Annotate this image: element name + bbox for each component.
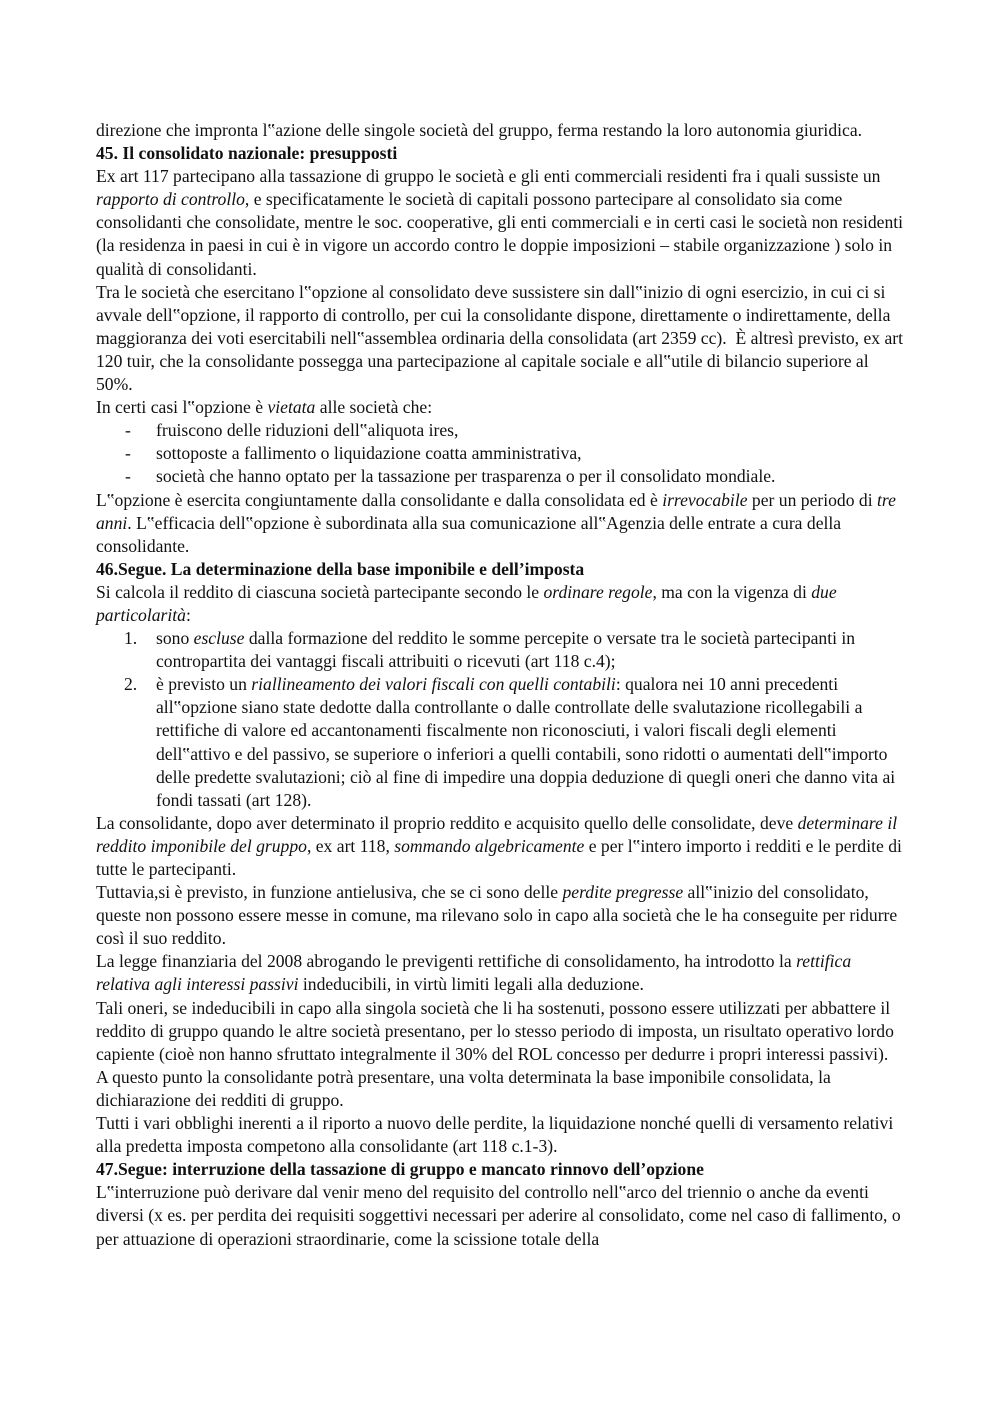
text-run: Tra le società che esercitano l‟opzione al consolidato deve sussistere sin dall‟inizio di ogni esercizio, in cui ci si avvale dell‟opzione, il rapporto di controllo, per cui la consolidante dispone, direttamente o indirettamente, della maggioranza dei voti esercitabili nell‟assemblea ordinaria della consolidata (art 2359 cc). È altresì previsto, ex art 120 tuir, che la consolidante possegga una partecipazione al capitale sociale e all‟utile di bilancio superiore al 50%.	[96, 281, 908, 395]
paragraph	[96, 119, 906, 142]
paragraph	[96, 881, 906, 950]
text-run: Ex art 117 partecipano alla tassazione di gruppo le società e gli enti commerciali residenti fra i quali sussiste un	[96, 166, 885, 187]
text-run: dalla formazione del reddito le somme percepite o versate tra le società partecipanti in contropartita dei vantaggi fiscali attribuiti o ricevuti (art 118 c.4);	[156, 628, 860, 672]
text-run: , ma con la vigenza di	[652, 581, 812, 602]
text-run: direzione che impronta l‟azione delle singole società del gruppo, ferma restando la loro autonomia giuridica.	[96, 120, 863, 140]
paragraph	[96, 1112, 906, 1158]
text-run: . L‟efficacia dell‟opzione è subordinata alla sua comunicazione all‟Agenzia delle entrate a cura della consolidante.	[96, 512, 846, 556]
paragraph	[96, 1181, 906, 1250]
paragraph	[96, 165, 906, 280]
list-item	[96, 627, 906, 673]
numbered-list	[96, 627, 906, 812]
paragraph	[96, 396, 906, 419]
emphasis-text: irrevocabile	[662, 489, 748, 510]
paragraph	[96, 281, 906, 396]
emphasis-text: rettifica relativa agli interessi passivi	[96, 951, 856, 995]
text-run: Tuttavia,si è previsto, in funzione antielusiva, che se ci sono delle	[96, 882, 563, 903]
list-item	[96, 673, 906, 812]
paragraph	[96, 812, 906, 881]
text-run: società che hanno optato per la tassazione per trasparenza o per il consolidato mondiale.	[156, 466, 776, 487]
text-run: A questo punto la consolidante potrà presentare, una volta determinata la base imponibile consolidata, la dichiarazione dei redditi di gruppo.	[96, 1066, 836, 1110]
text-run: La consolidante, dopo aver determinato il proprio reddito e acquisito quello delle consolidate, deve	[96, 812, 798, 833]
emphasis-text: vietata	[267, 397, 316, 418]
text-run: Si calcola il reddito di ciascuna società partecipante secondo le	[96, 581, 544, 602]
paragraph	[96, 950, 906, 996]
list-marker: -	[125, 420, 131, 441]
text-run: :	[185, 604, 191, 625]
text-run: Tali oneri, se indeducibili in capo alla singola società che li ha sostenuti, possono essere utilizzati per abbattere il reddito di gruppo quando le altre società presentano, per lo stesso periodo di imposta, un risultato operativo lordo capiente (cioè non hanno sfruttato integralmente il 30% del ROL concesso per dedurre i propri interessi passivi).	[96, 997, 899, 1064]
text-run: , e specificatamente le società di capitali possono partecipare al consolidato sia come consolidanti che consolidate, mentre le soc. cooperative, gli enti commerciali e in certi casi le società non residenti (la residenza in paesi in cui è in vigore un accordo contro le doppie imposizioni – stabile organizzazione ) solo in qualità di consolidanti.	[96, 189, 908, 279]
text-run: L‟interruzione può derivare dal venir meno del requisito del controllo nell‟arco del triennio o anche da eventi diversi (x es. per perdita dei requisiti soggettivi necessari per aderire al consolidato, come nel caso di fallimento, o per attuazione di operazioni straordinarie, come la scissione totale della	[96, 1182, 906, 1249]
text-run: sono	[156, 628, 194, 649]
list-item	[96, 465, 906, 488]
paragraph	[96, 1066, 906, 1112]
text-run: L‟opzione è esercita congiuntamente dalla consolidante e dalla consolidata ed è	[96, 489, 663, 510]
section-heading: 47.Segue: interruzione della tassazione di gruppo e mancato rinnovo dell’opzione	[96, 1159, 704, 1180]
text-run: Tutti i vari obblighi inerenti a il riporto a nuovo delle perdite, la liquidazione nonché quelli di versamento relativi alla predetta imposta competono alla consolidante (art 118 c.1-3).	[96, 1113, 898, 1157]
section-heading: 45. Il consolidato nazionale: presupposti	[96, 143, 398, 164]
list-item	[96, 419, 906, 442]
list-item	[96, 442, 906, 465]
text-run: è previsto un	[156, 674, 252, 695]
text-run: In certi casi l‟opzione è	[96, 397, 268, 418]
text-run: fruiscono delle riduzioni dell‟aliquota ires,	[156, 420, 459, 441]
emphasis-text: rapporto di controllo	[96, 189, 245, 210]
text-run: per un periodo di	[747, 489, 878, 510]
list-marker: -	[125, 466, 131, 487]
bullet-list	[96, 419, 906, 488]
emphasis-text: riallineamento dei valori fiscali con quelli contabili	[251, 674, 616, 695]
text-run: indeducibili, in virtù limiti legali alla deduzione.	[298, 974, 644, 995]
emphasis-text: sommando algebricamente	[394, 835, 585, 856]
paragraph	[96, 581, 906, 627]
emphasis-text: escluse	[193, 628, 245, 649]
text-run: all‟inizio del consolidato, queste non possono essere messe in comune, ma rilevano solo in capo alla società che le ha conseguite per ridurre così il suo reddito.	[96, 882, 902, 949]
text-run: , ex art 118,	[306, 835, 395, 856]
paragraph	[96, 997, 906, 1066]
text-run: : qualora nei 10 anni precedenti all‟opzione siano state dedotte dalla controllante o dalle controllate delle svalutazione ricollegabili a rettifiche di valore ed accantonamenti fiscalmente non riconosciuti, i valori fiscali degli elementi dell‟attivo e del passivo, se superiore o inferiori a quelli contabili, sono ridotti o aumentati dell‟importo delle predette svalutazioni; ciò al fine di impedire una doppia deduzione di quegli oneri che danno vita ai fondi tassati (art 128).	[156, 674, 900, 810]
list-marker: 2.	[124, 674, 138, 695]
list-marker: 1.	[124, 628, 138, 649]
section-heading: 46.Segue. La determinazione della base imponibile e dell’imposta	[96, 558, 585, 579]
paragraph	[96, 489, 906, 558]
emphasis-text: tre anni	[96, 489, 901, 533]
emphasis-text: ordinare regole	[543, 581, 653, 602]
text-run: e per l‟intero importo i redditi e le perdite di tutte le partecipanti.	[96, 835, 907, 879]
list-marker: -	[125, 443, 131, 464]
emphasis-text: due particolarità	[96, 581, 842, 625]
emphasis-text: determinare il reddito imponibile del gruppo	[96, 812, 902, 856]
document-page	[96, 119, 906, 1251]
text-run: alle società che:	[315, 397, 433, 418]
text-run: sottoposte a fallimento o liquidazione coatta amministrativa,	[156, 443, 582, 464]
emphasis-text: perdite pregresse	[562, 882, 684, 903]
text-run: La legge finanziaria del 2008 abrogando le previgenti rettifiche di consolidamento, ha introdotto la	[96, 951, 797, 972]
